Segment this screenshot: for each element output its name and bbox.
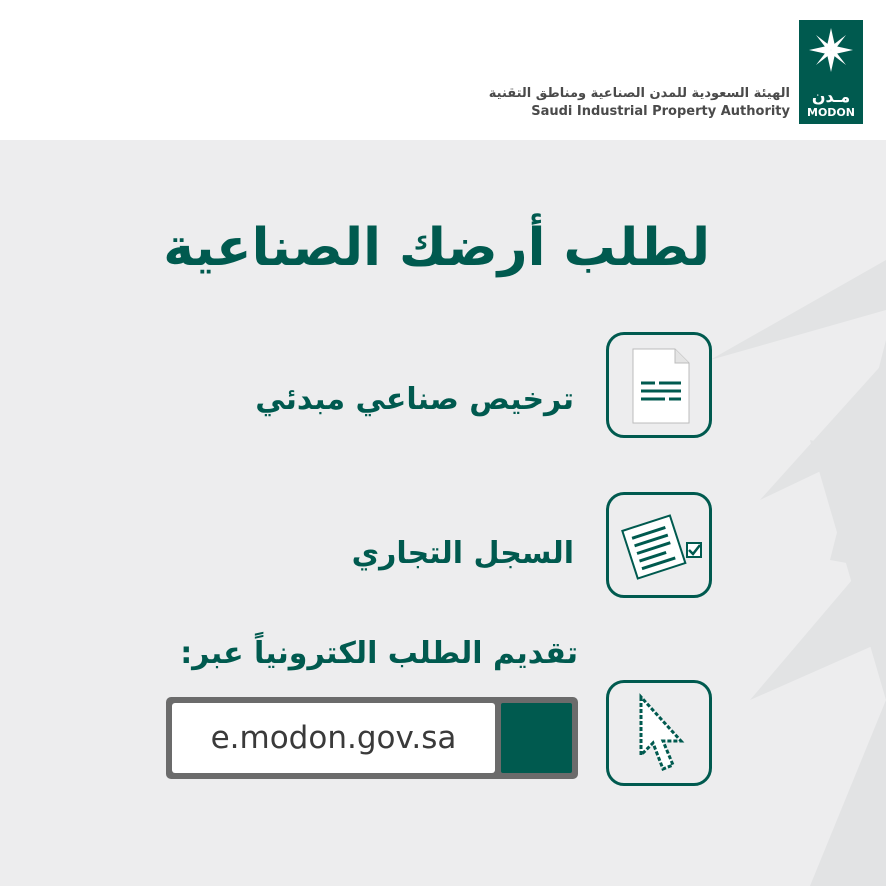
registry-icon-box xyxy=(606,492,712,598)
org-name-english: Saudi Industrial Property Authority xyxy=(531,104,790,119)
url-field[interactable] xyxy=(172,703,495,773)
page-headline: لطلب أرضك الصناعية xyxy=(163,218,710,278)
star-emblem-icon xyxy=(799,20,863,90)
cursor-icon xyxy=(609,683,709,783)
cursor-icon-box xyxy=(606,680,712,786)
logo-arabic-text: مـدن xyxy=(811,87,851,106)
item-label-license: ترخيص صناعي مبدئي xyxy=(255,382,574,417)
modon-logo[interactable] xyxy=(799,20,863,124)
org-name-arabic: الهيئة السعودية للمدن الصناعية ومناطق التقنية xyxy=(488,86,790,101)
item-label-registry: السجل التجاري xyxy=(351,536,574,571)
header-bar xyxy=(0,0,886,140)
checklist-document-icon xyxy=(609,495,709,595)
logo-english-text: MODON xyxy=(807,106,855,119)
submit-online-label: تقديم الطلب الكترونياً عبر: xyxy=(180,636,578,671)
document-icon xyxy=(609,335,709,435)
url-bar[interactable] xyxy=(166,697,578,779)
url-text[interactable]: e.modon.gov.sa xyxy=(210,720,457,756)
license-icon-box xyxy=(606,332,712,438)
url-go-button[interactable] xyxy=(501,703,572,773)
